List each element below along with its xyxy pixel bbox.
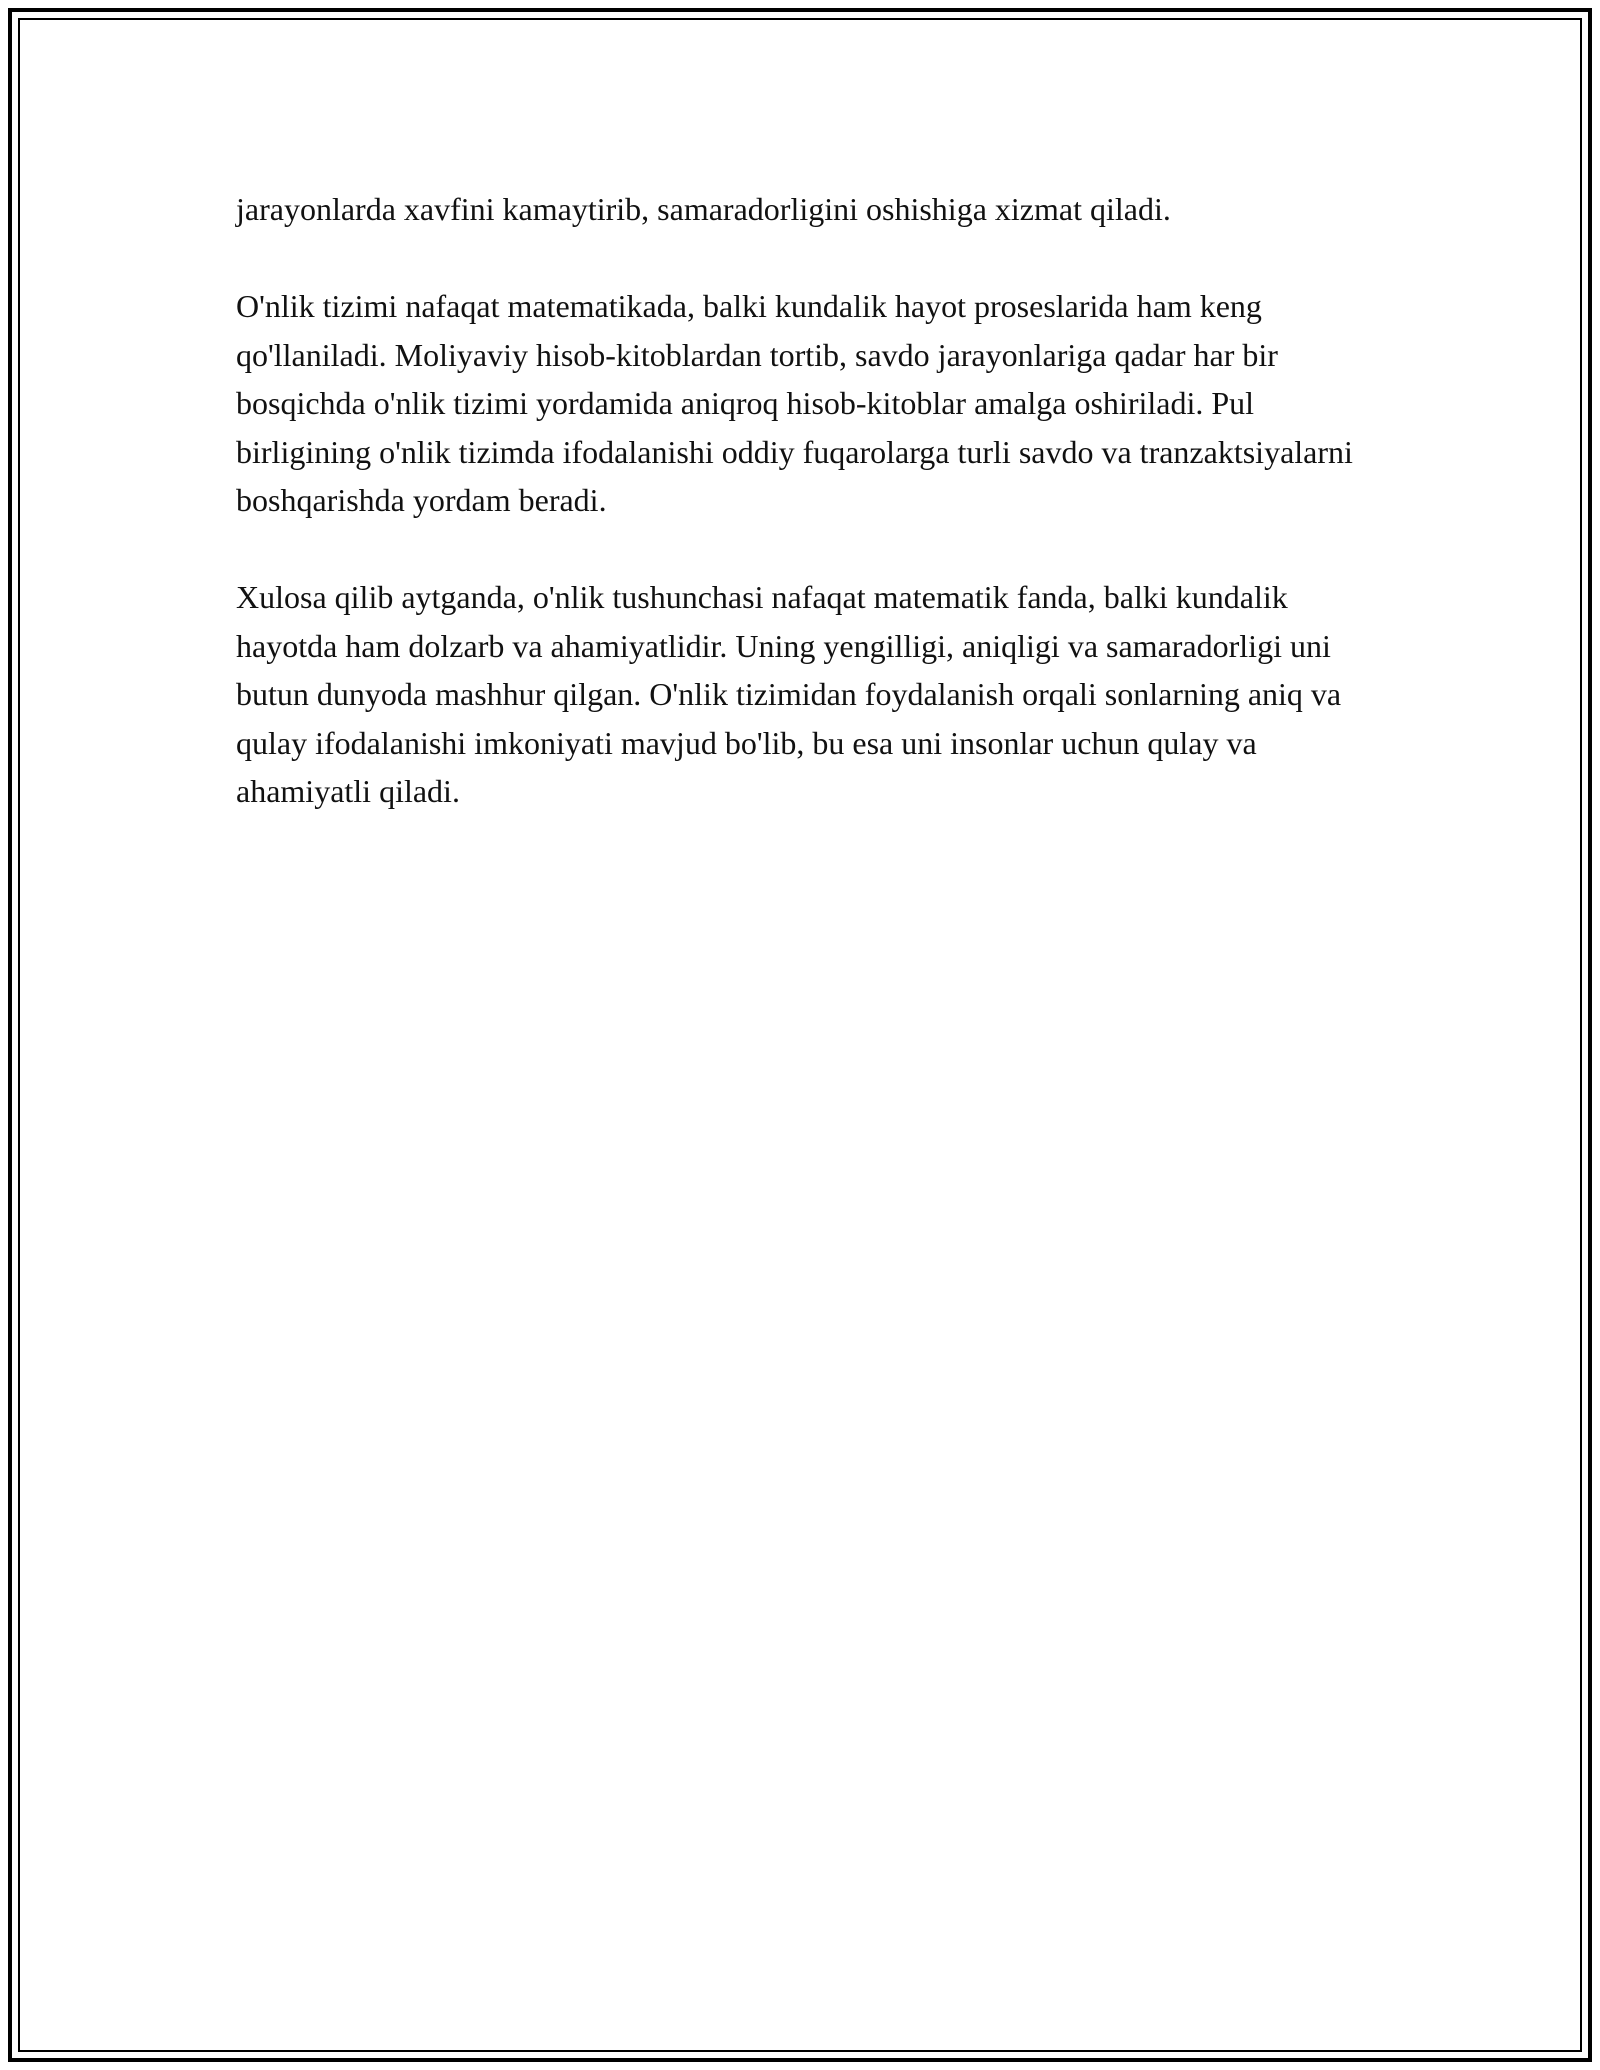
paragraph-1: jarayonlarda xavfini kamaytirib, samaradorligini oshishiga xizmat qiladi.: [236, 191, 1171, 227]
document-body: [236, 185, 1376, 816]
paragraph-3: Xulosa qilib aytganda, o'nlik tushunchasi nafaqat matematik fanda, balki kundalik hayotda ham dolzarb va ahamiyatlidir. Uning yengilligi, aniqligi va samaradorligi uni butun dunyoda mashhur qilgan. O'nlik tizimidan foydalanish orqali sonlarning aniq va qulay ifodalanishi imkoniyati mavjud bo'lib, bu esa uni insonlar uchun qulay va ahamiyatli qiladi.: [236, 579, 1342, 809]
paragraph-2: O'nlik tizimi nafaqat matematikada, balki kundalik hayot proseslarida ham keng qo'llaniladi. Moliyaviy hisob-kitoblardan tortib, savdo jarayonlariga qadar har bir bosqichda o'nlik tizimi yordamida aniqroq hisob-kitoblar amalga oshiriladi. Pul birligining o'nlik tizimda ifodalanishi oddiy fuqarolarga turli savdo va tranzaktsiyalarni boshqarishda yordam beradi.: [236, 288, 1353, 518]
